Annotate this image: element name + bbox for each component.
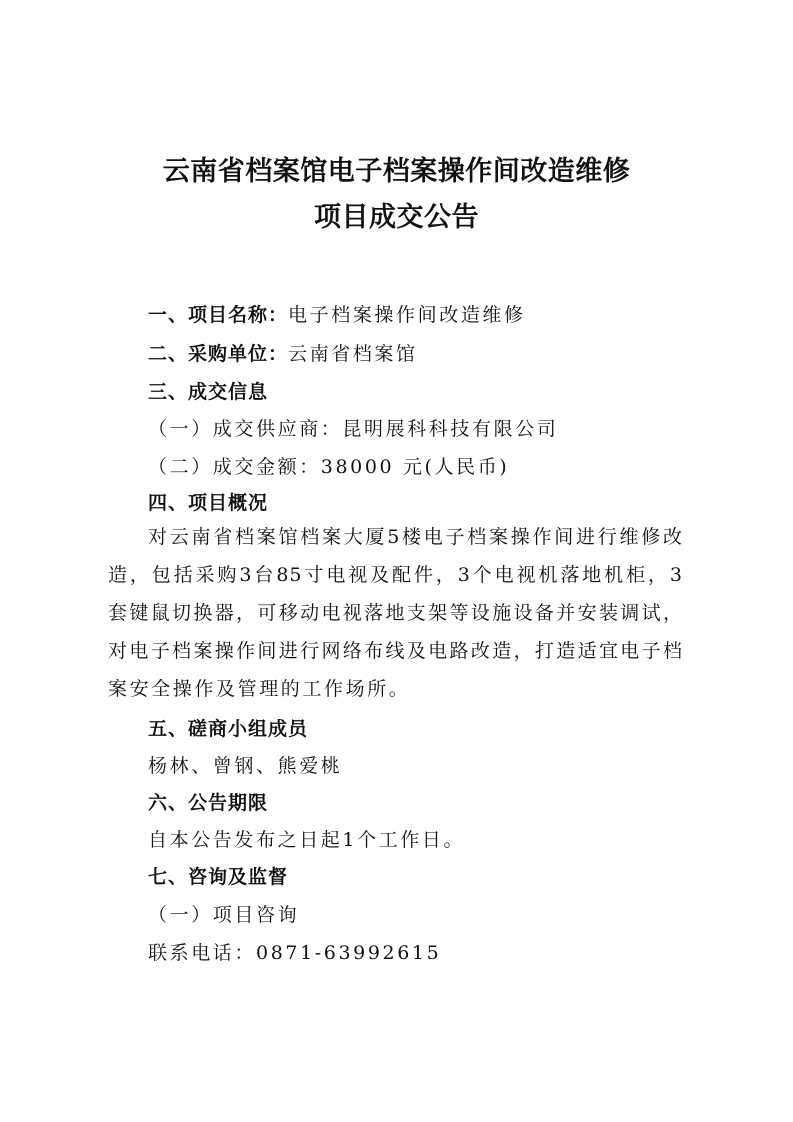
project-name-label: 一、项目名称：	[148, 304, 289, 326]
members-line: 杨林、曾钢、熊爱桃	[148, 755, 343, 777]
overview-line: 造，包括采购3台85寸电视及配件，3个电视机落地机柜，3	[108, 564, 683, 586]
purchaser-line	[148, 339, 418, 366]
title-line-1: 云南省档案馆电子档案操作间改造维修	[162, 156, 631, 187]
section-4-heading: 四、项目概况	[148, 492, 269, 514]
overview-line: 套键鼠切换器，可移动电视落地支架等设施设备并安装调试，	[108, 602, 683, 624]
overview-paragraph	[108, 518, 683, 708]
overview-line: 对云南省档案馆档案大厦5楼电子档案操作间进行维修改	[148, 526, 683, 548]
amount-line: （二）成交金额：38000 元(人民币)	[148, 456, 510, 478]
section-3-heading: 三、成交信息	[148, 381, 269, 403]
overview-line: 对电子档案操作间进行网络布线及电路改造，打造适宜电子档	[108, 640, 683, 662]
overview-line: 案安全操作及管理的工作场所。	[108, 678, 411, 700]
purchaser-label: 二、采购单位：	[148, 343, 289, 365]
section-7-heading: 七、咨询及监督	[148, 866, 289, 888]
title-line-2: 项目成交公告	[314, 202, 479, 233]
supplier-line: （一）成交供应商：昆明展科科技有限公司	[148, 418, 559, 440]
section-6-heading: 六、公告期限	[148, 792, 269, 814]
purchaser-value: 云南省档案馆	[288, 343, 418, 365]
consult-subheading: （一）项目咨询	[148, 904, 300, 926]
project-name-line	[148, 300, 526, 327]
contact-line: 联系电话：0871-63992615	[148, 942, 442, 964]
project-name-value: 电子档案操作间改造维修	[288, 304, 526, 326]
period-line: 自本公告发布之日起1个工作日。	[148, 829, 466, 851]
section-5-heading: 五、磋商小组成员	[148, 718, 309, 740]
